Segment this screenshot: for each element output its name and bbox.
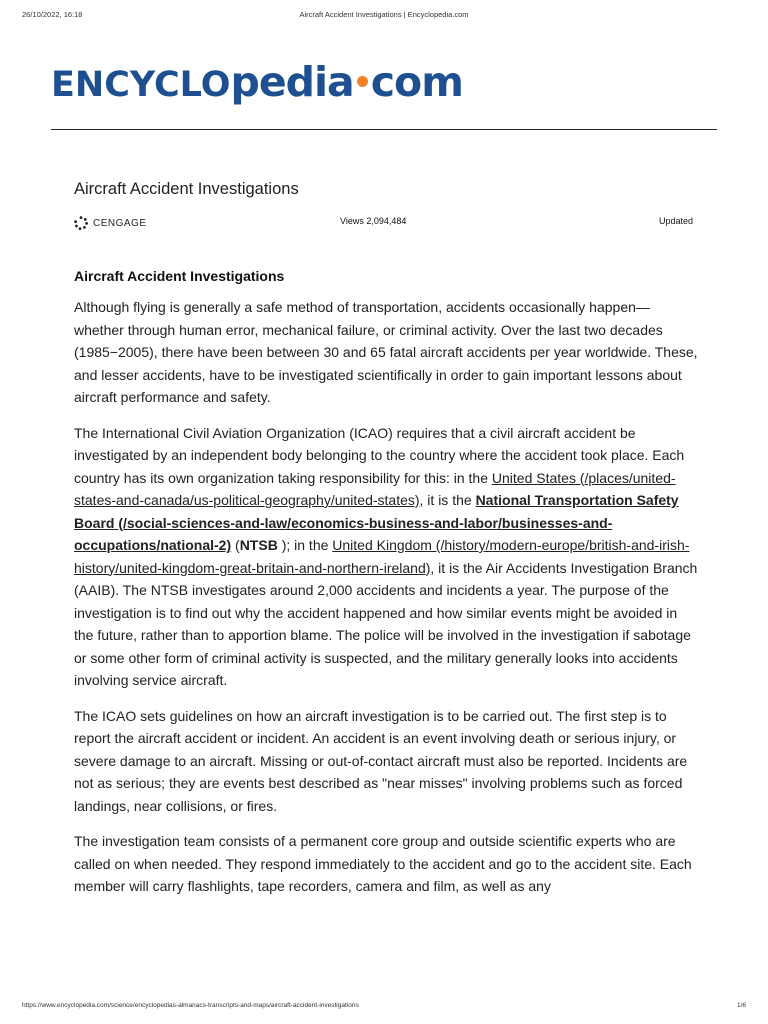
paragraph-3: The ICAO sets guidelines on how an aircraft investigation is to be carried out. The first step is to report the aircraft accident or incident. An accident is an event involving death or serious injury, or severe damage to an aircraft. Missing or out-of-contact aircraft must also be reported. Incidents are not as serious; they are events best described as "near misses" involving problems such as forced landings, near collisions, or fires. [74, 707, 688, 814]
encyclopedia-logo[interactable] [51, 58, 463, 106]
print-page-number: 1/6 [736, 1002, 746, 1009]
ntsb-abbrev: NTSB [239, 537, 278, 553]
link-ntsb[interactable]: National Transportation Safety Board (/social-sciences-and-law/economics-business-and-labor/businesses-and-occupations/national-2) [74, 492, 679, 553]
header-divider [51, 129, 717, 130]
link-united-kingdom[interactable]: United Kingdom (/history/modern-europe/british-and-irish-history/united-kingdom-great-britain-and-northern-ireland) [74, 537, 690, 576]
print-url: https://www.encyclopedia.com/science/encyclopedias-almanacs-transcripts-and-maps/aircraft-accident-investigations [22, 1002, 359, 1009]
logo-part-encyclo: ENCYCLO [51, 65, 231, 105]
updated-label: Updated [658, 216, 693, 226]
cengage-brand [74, 216, 147, 230]
print-header [22, 10, 746, 19]
views-count: Views 2,094,484 [340, 216, 407, 226]
p2-text-5: , it is the Air Accidents Investigation Branch (AAIB). The NTSB investigates around 2,000 accidents and incidents a year. The purpose of the investigation is to find out why the accident happened and how similar events might be avoided in the future, rather than to apportion blame. The police will be involved in the investigation if sabotage or some other form of criminal activity is suspected, and the military generally looks into accidents involving service aircraft. [74, 559, 698, 688]
article-body [74, 268, 698, 911]
page-title: Aircraft Accident Investigations [74, 180, 299, 199]
logo-part-com: com [370, 58, 463, 106]
logo-part-pedia: pedia [230, 58, 354, 106]
article-meta [74, 214, 693, 234]
print-datetime: 26/10/2022, 16:18 [22, 10, 83, 19]
p2-text-3: ( [231, 537, 240, 553]
print-footer [22, 1002, 746, 1009]
p2-text-1: The International Civil Aviation Organization (ICAO) requires that a civil aircraft accident be investigated by an independent body belonging to the country where the accident took place. Each country has its own organization taking responsibility for this: in the [74, 424, 685, 486]
article-heading: Aircraft Accident Investigations [74, 268, 285, 284]
paragraph-4: The investigation team consists of a permanent core group and outside scientific experts who are called on when needed. They respond immediately to the accident and go to the accident site. Each member will carry flashlights, tape recorders, camera and film, as well as any [74, 833, 692, 894]
cengage-logo-icon [74, 216, 88, 230]
p2-text-4: ); in the [277, 537, 333, 553]
logo-dot-icon [357, 76, 368, 87]
print-tab-title: Aircraft Accident Investigations | Encyclopedia.com [299, 10, 469, 19]
publisher-name: CENGAGE [93, 217, 147, 229]
p2-text-2: , it is the [419, 492, 476, 508]
paragraph-2 [74, 422, 698, 692]
link-united-states[interactable]: United States (/places/united-states-and-canada/us-political-geography/united-states) [74, 469, 676, 508]
paragraph-1: Although flying is generally a safe method of transportation, accidents occasionally happen—whether through human error, mechanical failure, or criminal activity. Over the last two decades (1985−2005), there have been between 30 and 65 fatal aircraft accidents per year worldwide. These, and lesser accidents, have to be investigated scientifically in order to gain important lessons about aircraft performance and safety. [74, 299, 698, 405]
